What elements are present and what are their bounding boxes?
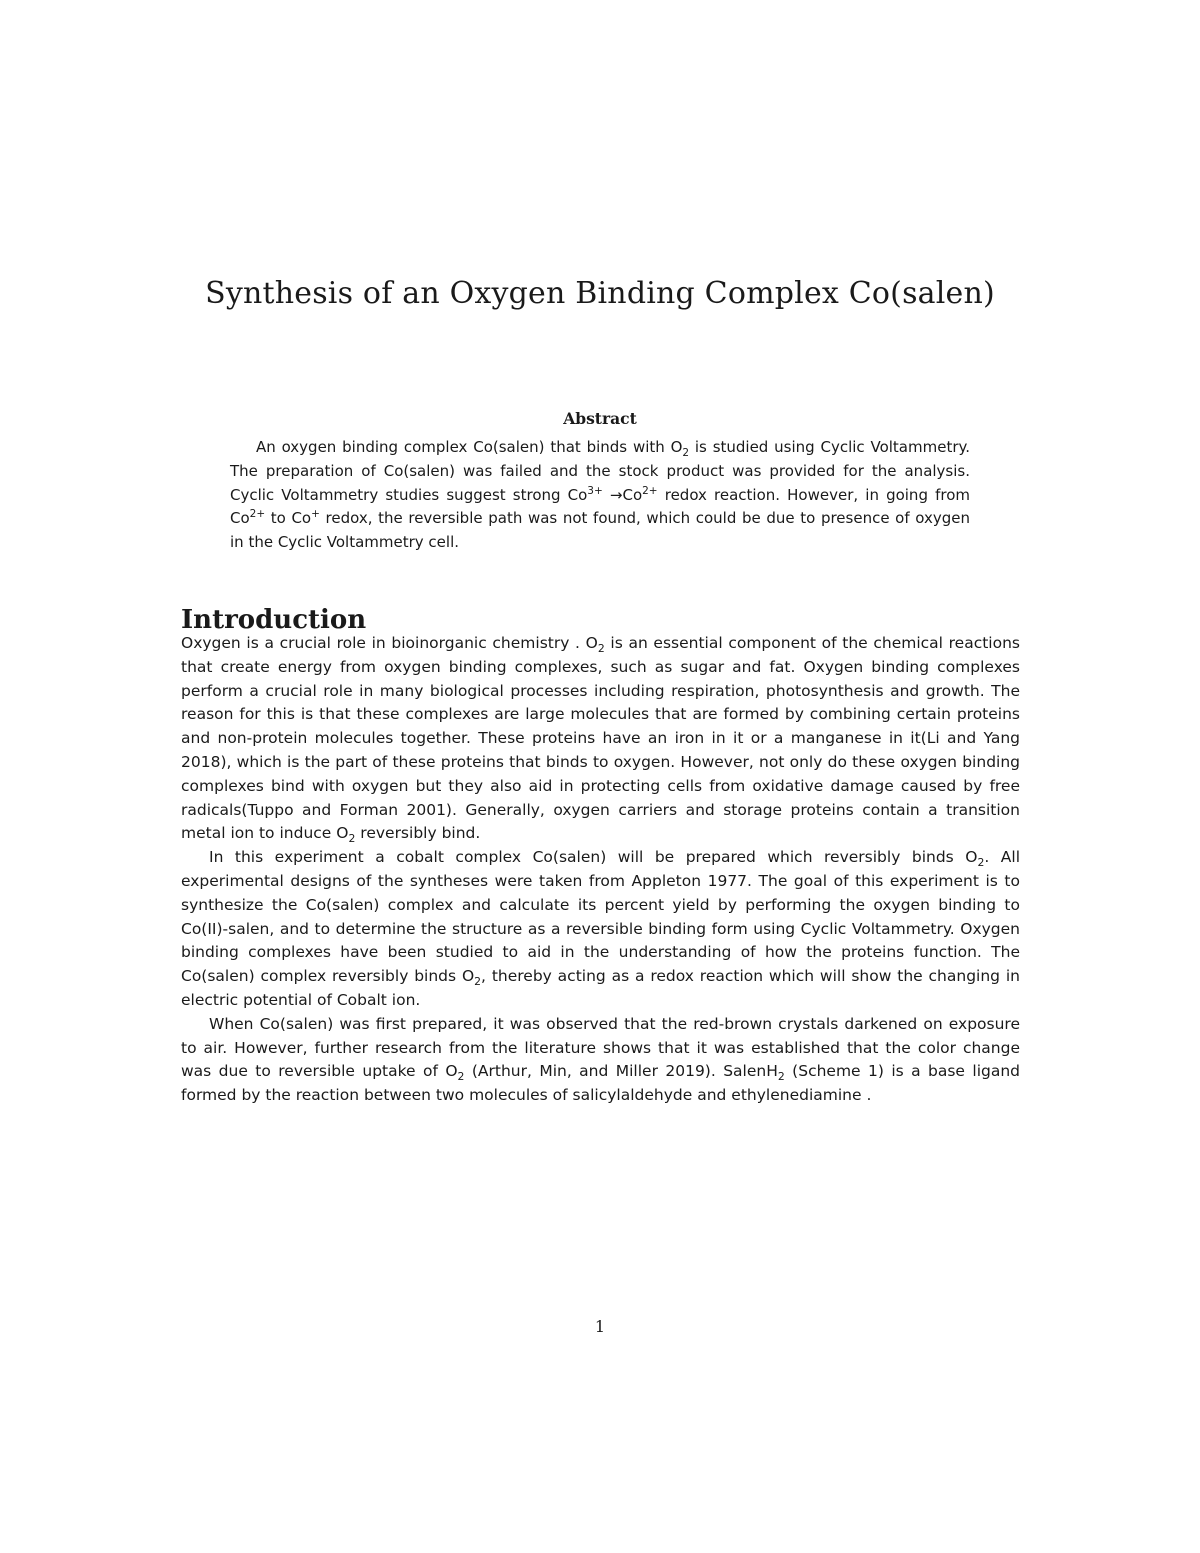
para1-text-c: reversibly bind. xyxy=(355,824,481,843)
abstract-text-1: An oxygen binding complex Co(salen) that binds with O xyxy=(256,438,683,456)
abstract-superscript-2: 2+ xyxy=(642,484,658,497)
para2-text-c: , thereby acting as a redox reaction which will show the changing in electric potential of Cobalt ion. xyxy=(181,967,1020,1009)
abstract-superscript-1: 3+ xyxy=(587,484,603,497)
section-heading-introduction: Introduction xyxy=(181,604,367,635)
para1-subscript-b: 2 xyxy=(348,832,356,846)
para1-subscript-a: 2 xyxy=(597,642,605,656)
paper-title: Synthesis of an Oxygen Binding Complex Co(salen) xyxy=(205,276,995,312)
para3-text-b: (Arthur, Min, and Miller 2019). SalenH xyxy=(464,1062,778,1081)
para2-subscript-a: 2 xyxy=(977,856,985,870)
intro-paragraph-1 xyxy=(181,632,1020,846)
page-number: 1 xyxy=(594,1317,606,1336)
para1-text-a: Oxygen is a crucial role in bioinorganic chemistry . O xyxy=(181,634,598,652)
abstract-text-3: →Co xyxy=(602,485,643,504)
intro-paragraph-3 xyxy=(181,1013,1020,1108)
para1-text-b: is an essential component of the chemical reactions that create energy from oxygen binding complexes, such as sugar and fat. Oxygen binding complexes perform a crucial role in many biological processes including respiration, photosynthesis and growth. The reason for this is that these complexes are large molecules that are formed by combining certain proteins and non-protein molecules together. These proteins have an iron in it or a manganese in it(Li and Yang 2018), which is the part of these proteins that binds to oxygen. However, not only do these oxygen binding complexes bind with oxygen but they also aid in protecting cells from oxidative damage caused by free radicals(Tuppo and Forman 2001). Generally, oxygen carriers and storage proteins contain a transition metal ion to induce O xyxy=(181,634,1020,843)
para2-subscript-b: 2 xyxy=(474,975,482,989)
abstract-body xyxy=(230,436,970,555)
para3-text-a: When Co(salen) was first prepared, it was observed that the red-brown crystals darkened on exposure to air. However, further research from the literature shows that it was established that the color change was due to reversible uptake of O xyxy=(181,1014,1020,1081)
abstract-text-5: to Co xyxy=(265,509,312,528)
intro-paragraph-2 xyxy=(181,846,1020,1013)
para2-text-b: . All experimental designs of the syntheses were taken from Appleton 1977. The goal of this experiment is to synthesize the Co(salen) complex and calculate its percent yield by performing the oxygen binding to Co(II)-salen, and to determine the structure as a reversible binding form using Cyclic Voltammetry. Oxygen binding complexes have been studied to aid in the understanding of how the proteins function. The Co(salen) complex reversibly binds O xyxy=(181,848,1021,986)
para3-subscript-b: 2 xyxy=(777,1070,785,1084)
para3-subscript-a: 2 xyxy=(457,1070,465,1084)
para3-text-c: (Scheme 1) is a base ligand formed by the reaction between two molecules of salicylaldehyde and ethylenediamine . xyxy=(181,1062,1020,1105)
abstract-superscript-3: 2+ xyxy=(249,508,266,521)
abstract-subscript-1: 2 xyxy=(682,447,690,459)
abstract-heading: Abstract xyxy=(563,409,637,428)
para2-text-a: In this experiment a cobalt complex Co(salen) will be prepared which reversibly binds O xyxy=(209,848,978,867)
abstract-text-2: is studied using Cyclic Voltammetry. The preparation of Co(salen) was failed and the stock product was provided for the analysis. Cyclic Voltammetry studies suggest strong Co xyxy=(230,438,970,504)
introduction-body xyxy=(181,632,1020,1108)
abstract-text-4: redox reaction. However, in going from Co xyxy=(230,485,970,528)
abstract-superscript-4: + xyxy=(311,508,320,521)
abstract-text-6: redox, the reversible path was not found, which could be due to presence of oxygen in the Cyclic Voltammetry cell. xyxy=(230,509,970,552)
